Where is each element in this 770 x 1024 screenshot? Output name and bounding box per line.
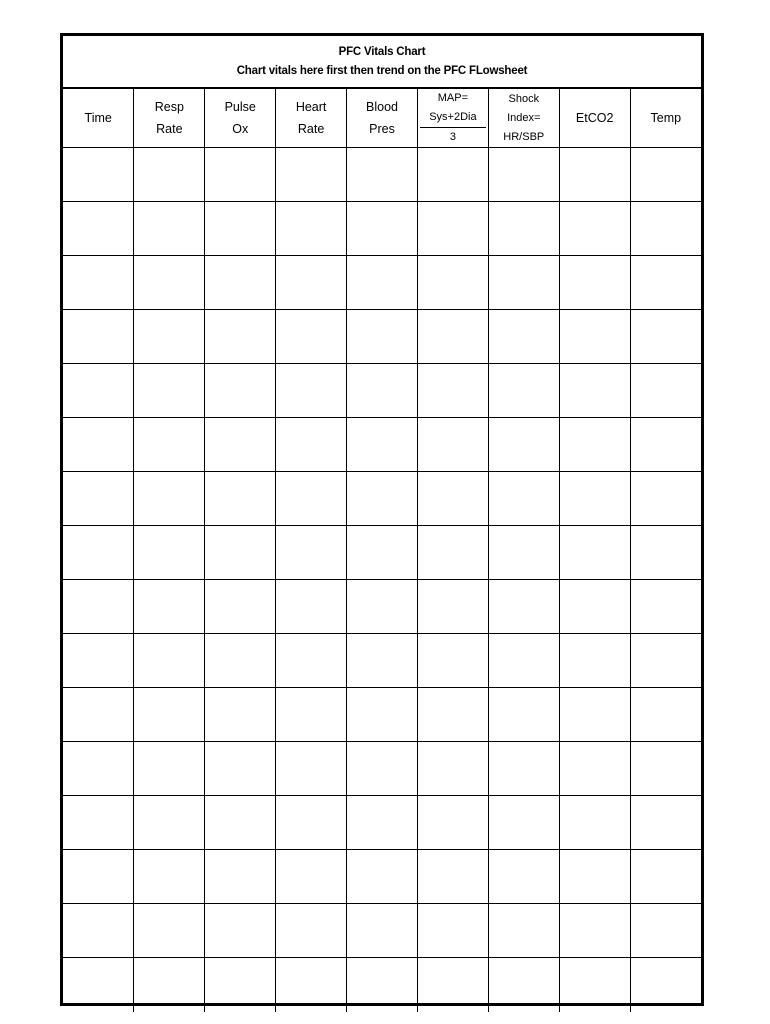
cell-map[interactable] xyxy=(417,742,488,796)
cell-pulse-ox[interactable] xyxy=(205,418,276,472)
cell-heart-rate[interactable] xyxy=(276,688,347,742)
cell-shock-index[interactable] xyxy=(488,364,559,418)
cell-map[interactable] xyxy=(417,850,488,904)
cell-temp[interactable] xyxy=(630,634,701,688)
cell-time[interactable] xyxy=(63,526,134,580)
cell-temp[interactable] xyxy=(630,202,701,256)
cell-temp[interactable] xyxy=(630,472,701,526)
cell-pulse-ox[interactable] xyxy=(205,904,276,958)
cell-heart-rate[interactable] xyxy=(276,364,347,418)
chart-title: PFC Vitals Chart xyxy=(338,45,426,58)
cell-time[interactable] xyxy=(63,310,134,364)
column-header-map: MAP= Sys+2Dia 3 xyxy=(417,89,488,148)
cell-blood-pres[interactable] xyxy=(347,202,418,256)
cell-etco2[interactable] xyxy=(559,310,630,364)
table-row xyxy=(63,796,701,850)
cell-pulse-ox[interactable] xyxy=(205,688,276,742)
column-header-pulse-ox: Pulse Ox xyxy=(205,89,276,148)
cell-etco2[interactable] xyxy=(559,958,630,1012)
table-row xyxy=(63,418,701,472)
cell-heart-rate[interactable] xyxy=(276,958,347,1012)
cell-shock-index[interactable] xyxy=(488,580,559,634)
cell-map[interactable] xyxy=(417,202,488,256)
cell-map[interactable] xyxy=(417,364,488,418)
cell-resp-rate[interactable] xyxy=(134,742,205,796)
cell-time[interactable] xyxy=(63,796,134,850)
column-header-etco2: EtCO2 xyxy=(559,89,630,148)
cell-time[interactable] xyxy=(63,958,134,1012)
cell-etco2[interactable] xyxy=(559,904,630,958)
cell-etco2[interactable] xyxy=(559,634,630,688)
cell-time[interactable] xyxy=(63,202,134,256)
cell-shock-index[interactable] xyxy=(488,688,559,742)
column-header-resp-rate: Resp Rate xyxy=(134,89,205,148)
cell-blood-pres[interactable] xyxy=(347,688,418,742)
cell-time[interactable] xyxy=(63,688,134,742)
cell-pulse-ox[interactable] xyxy=(205,526,276,580)
cell-temp[interactable] xyxy=(630,310,701,364)
cell-etco2[interactable] xyxy=(559,742,630,796)
cell-time[interactable] xyxy=(63,364,134,418)
cell-time[interactable] xyxy=(63,742,134,796)
cell-map[interactable] xyxy=(417,580,488,634)
cell-map[interactable] xyxy=(417,310,488,364)
column-header-time: Time xyxy=(63,89,134,148)
cell-etco2[interactable] xyxy=(559,580,630,634)
table-row xyxy=(63,148,701,202)
cell-blood-pres[interactable] xyxy=(347,634,418,688)
title-block xyxy=(63,36,701,89)
cell-map[interactable] xyxy=(417,904,488,958)
cell-temp[interactable] xyxy=(630,256,701,310)
cell-temp[interactable] xyxy=(630,418,701,472)
cell-map[interactable] xyxy=(417,148,488,202)
cell-blood-pres[interactable] xyxy=(347,256,418,310)
vitals-table-body xyxy=(63,148,701,1012)
cell-shock-index[interactable] xyxy=(488,742,559,796)
cell-resp-rate[interactable] xyxy=(134,256,205,310)
cell-pulse-ox[interactable] xyxy=(205,310,276,364)
cell-pulse-ox[interactable] xyxy=(205,796,276,850)
cell-pulse-ox[interactable] xyxy=(205,634,276,688)
cell-shock-index[interactable] xyxy=(488,958,559,1012)
column-header-temp: Temp xyxy=(630,89,701,148)
cell-heart-rate[interactable] xyxy=(276,148,347,202)
cell-time[interactable] xyxy=(63,472,134,526)
cell-pulse-ox[interactable] xyxy=(205,742,276,796)
cell-shock-index[interactable] xyxy=(488,310,559,364)
cell-resp-rate[interactable] xyxy=(134,526,205,580)
cell-resp-rate[interactable] xyxy=(134,310,205,364)
cell-heart-rate[interactable] xyxy=(276,634,347,688)
cell-resp-rate[interactable] xyxy=(134,850,205,904)
column-header-blood-pres: Blood Pres xyxy=(347,89,418,148)
cell-temp[interactable] xyxy=(630,364,701,418)
cell-time[interactable] xyxy=(63,256,134,310)
cell-time[interactable] xyxy=(63,418,134,472)
cell-etco2[interactable] xyxy=(559,364,630,418)
cell-resp-rate[interactable] xyxy=(134,202,205,256)
cell-pulse-ox[interactable] xyxy=(205,364,276,418)
cell-blood-pres[interactable] xyxy=(347,472,418,526)
table-row xyxy=(63,580,701,634)
chart-subtitle: Chart vitals here first then trend on the PFC FLowsheet xyxy=(236,64,528,77)
cell-heart-rate[interactable] xyxy=(276,580,347,634)
cell-pulse-ox[interactable] xyxy=(205,958,276,1012)
cell-heart-rate[interactable] xyxy=(276,526,347,580)
cell-temp[interactable] xyxy=(630,904,701,958)
cell-time[interactable] xyxy=(63,634,134,688)
cell-etco2[interactable] xyxy=(559,688,630,742)
cell-temp[interactable] xyxy=(630,580,701,634)
table-row xyxy=(63,472,701,526)
cell-heart-rate[interactable] xyxy=(276,850,347,904)
table-row xyxy=(63,256,701,310)
cell-temp[interactable] xyxy=(630,688,701,742)
cell-etco2[interactable] xyxy=(559,256,630,310)
vitals-chart-form xyxy=(60,33,704,1006)
column-header-shock-index: Shock Index= HR/SBP xyxy=(488,89,559,148)
cell-resp-rate[interactable] xyxy=(134,148,205,202)
table-row xyxy=(63,850,701,904)
cell-resp-rate[interactable] xyxy=(134,580,205,634)
cell-pulse-ox[interactable] xyxy=(205,472,276,526)
cell-resp-rate[interactable] xyxy=(134,958,205,1012)
cell-map[interactable] xyxy=(417,634,488,688)
cell-resp-rate[interactable] xyxy=(134,364,205,418)
table-row xyxy=(63,202,701,256)
cell-resp-rate[interactable] xyxy=(134,472,205,526)
cell-temp[interactable] xyxy=(630,796,701,850)
table-row xyxy=(63,958,701,1012)
cell-temp[interactable] xyxy=(630,742,701,796)
cell-shock-index[interactable] xyxy=(488,796,559,850)
cell-shock-index[interactable] xyxy=(488,904,559,958)
cell-resp-rate[interactable] xyxy=(134,796,205,850)
cell-pulse-ox[interactable] xyxy=(205,850,276,904)
cell-map[interactable] xyxy=(417,256,488,310)
cell-shock-index[interactable] xyxy=(488,148,559,202)
cell-pulse-ox[interactable] xyxy=(205,202,276,256)
cell-heart-rate[interactable] xyxy=(276,742,347,796)
cell-map[interactable] xyxy=(417,688,488,742)
cell-etco2[interactable] xyxy=(559,148,630,202)
column-header-heart-rate: Heart Rate xyxy=(276,89,347,148)
cell-temp[interactable] xyxy=(630,958,701,1012)
cell-heart-rate[interactable] xyxy=(276,310,347,364)
cell-map[interactable] xyxy=(417,958,488,1012)
cell-etco2[interactable] xyxy=(559,472,630,526)
cell-blood-pres[interactable] xyxy=(347,904,418,958)
cell-shock-index[interactable] xyxy=(488,256,559,310)
cell-etco2[interactable] xyxy=(559,850,630,904)
cell-resp-rate[interactable] xyxy=(134,634,205,688)
cell-heart-rate[interactable] xyxy=(276,202,347,256)
cell-blood-pres[interactable] xyxy=(347,742,418,796)
cell-shock-index[interactable] xyxy=(488,850,559,904)
cell-shock-index[interactable] xyxy=(488,418,559,472)
table-row xyxy=(63,310,701,364)
cell-map[interactable] xyxy=(417,796,488,850)
cell-heart-rate[interactable] xyxy=(276,904,347,958)
cell-temp[interactable] xyxy=(630,850,701,904)
cell-etco2[interactable] xyxy=(559,418,630,472)
cell-heart-rate[interactable] xyxy=(276,472,347,526)
cell-time[interactable] xyxy=(63,148,134,202)
vitals-table xyxy=(63,89,701,1012)
cell-blood-pres[interactable] xyxy=(347,148,418,202)
table-row xyxy=(63,742,701,796)
header-row xyxy=(63,89,701,148)
cell-time[interactable] xyxy=(63,850,134,904)
cell-shock-index[interactable] xyxy=(488,526,559,580)
cell-temp[interactable] xyxy=(630,526,701,580)
table-row xyxy=(63,688,701,742)
cell-map[interactable] xyxy=(417,418,488,472)
cell-blood-pres[interactable] xyxy=(347,526,418,580)
table-row xyxy=(63,526,701,580)
cell-blood-pres[interactable] xyxy=(347,418,418,472)
cell-heart-rate[interactable] xyxy=(276,796,347,850)
cell-pulse-ox[interactable] xyxy=(205,580,276,634)
cell-time[interactable] xyxy=(63,580,134,634)
cell-blood-pres[interactable] xyxy=(347,796,418,850)
table-row xyxy=(63,634,701,688)
cell-heart-rate[interactable] xyxy=(276,418,347,472)
cell-resp-rate[interactable] xyxy=(134,904,205,958)
cell-etco2[interactable] xyxy=(559,202,630,256)
cell-pulse-ox[interactable] xyxy=(205,256,276,310)
cell-map[interactable] xyxy=(417,526,488,580)
cell-etco2[interactable] xyxy=(559,526,630,580)
cell-shock-index[interactable] xyxy=(488,202,559,256)
cell-heart-rate[interactable] xyxy=(276,256,347,310)
cell-pulse-ox[interactable] xyxy=(205,148,276,202)
cell-resp-rate[interactable] xyxy=(134,688,205,742)
cell-blood-pres[interactable] xyxy=(347,580,418,634)
cell-blood-pres[interactable] xyxy=(347,958,418,1012)
cell-blood-pres[interactable] xyxy=(347,310,418,364)
cell-etco2[interactable] xyxy=(559,796,630,850)
cell-map[interactable] xyxy=(417,472,488,526)
cell-resp-rate[interactable] xyxy=(134,418,205,472)
cell-shock-index[interactable] xyxy=(488,634,559,688)
cell-temp[interactable] xyxy=(630,148,701,202)
cell-shock-index[interactable] xyxy=(488,472,559,526)
table-row xyxy=(63,904,701,958)
cell-blood-pres[interactable] xyxy=(347,364,418,418)
cell-time[interactable] xyxy=(63,904,134,958)
cell-blood-pres[interactable] xyxy=(347,850,418,904)
table-row xyxy=(63,364,701,418)
